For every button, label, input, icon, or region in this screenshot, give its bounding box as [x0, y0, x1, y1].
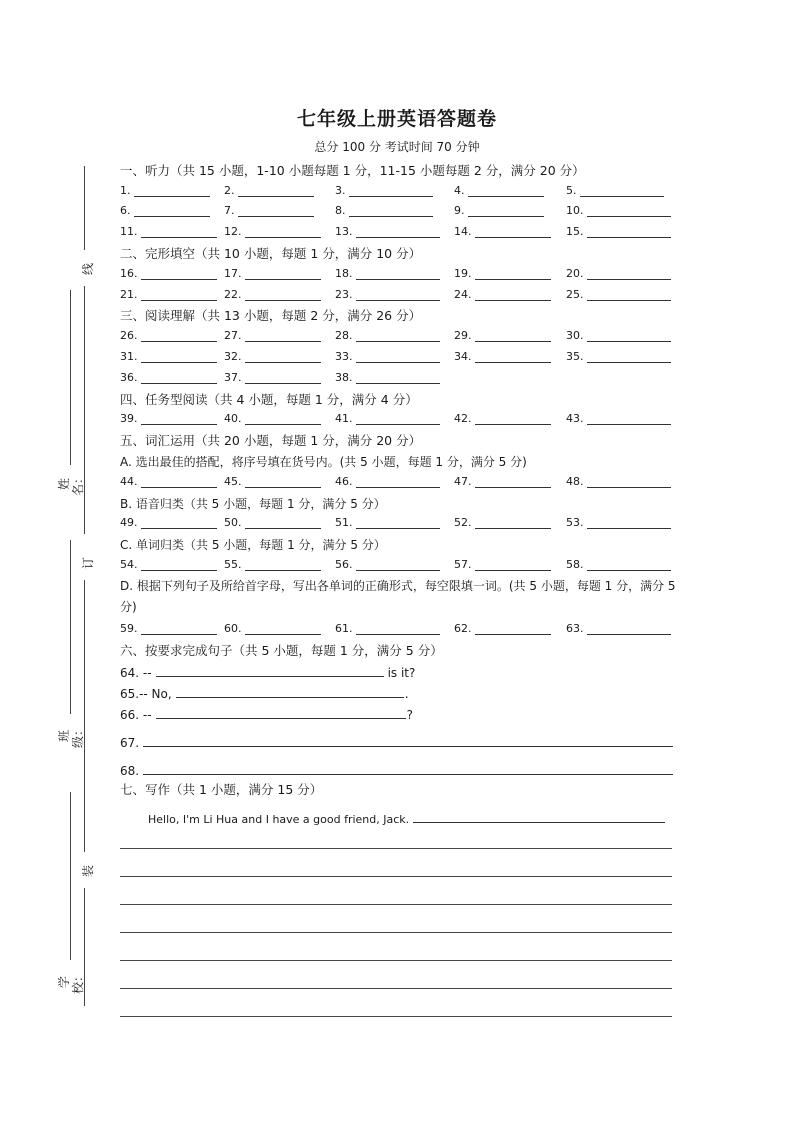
answer-blank[interactable]: [141, 361, 217, 363]
answer-item: [335, 350, 440, 363]
answer-blank[interactable]: [238, 215, 314, 217]
answer-item: [120, 329, 217, 342]
answer-blank[interactable]: [238, 195, 314, 197]
question-number: 14.: [454, 225, 472, 239]
sentence-64: [120, 659, 680, 680]
question-number: 54.: [120, 557, 138, 571]
q66-blank[interactable]: [156, 717, 406, 719]
question-number: 33.: [335, 349, 353, 363]
answer-blank[interactable]: [245, 382, 321, 384]
question-number: 21.: [120, 287, 138, 301]
question-number: 42.: [454, 412, 472, 426]
answer-blank[interactable]: [356, 340, 440, 342]
answer-row: [120, 512, 680, 533]
writing-line[interactable]: [120, 1016, 672, 1017]
answer-blank[interactable]: [356, 382, 440, 384]
question-number: 25.: [566, 287, 584, 301]
q64-suffix: is it?: [387, 665, 416, 680]
answer-item: [224, 329, 321, 342]
q65-suffix: .: [404, 686, 409, 701]
answer-blank[interactable]: [356, 633, 440, 635]
name-label: 姓名：: [57, 472, 85, 497]
question-number: 30.: [566, 329, 584, 343]
answer-item: [335, 204, 433, 217]
question-number: 55.: [224, 557, 242, 571]
answer-item: [120, 288, 217, 301]
answer-blank[interactable]: [475, 236, 551, 238]
answer-blank[interactable]: [356, 423, 440, 425]
answer-blank[interactable]: [475, 423, 551, 425]
question-number: 40.: [224, 412, 242, 426]
answer-item: [566, 204, 671, 217]
answer-row: [120, 283, 680, 304]
question-number: 59.: [120, 622, 138, 636]
writing-line[interactable]: [120, 848, 672, 849]
answer-item: [224, 475, 321, 488]
writing-line[interactable]: [120, 988, 672, 989]
answer-blank[interactable]: [245, 299, 321, 301]
section-heading-sentences: 六、按要求完成句子（共 5 小题，每题 1 分，满分 5 分）: [120, 643, 443, 659]
question-number: 32.: [224, 349, 242, 363]
q66-prefix: 66. --: [120, 707, 152, 722]
question-number: 1.: [120, 183, 131, 197]
answer-row: [120, 345, 680, 366]
question-number: 58.: [566, 557, 584, 571]
question-number: 37.: [224, 370, 242, 384]
writing-prompt: Hello, I'm Li Hua and I have a good friend, Jack.: [148, 813, 410, 827]
question-number: 5.: [566, 183, 577, 197]
answer-item: [120, 516, 217, 529]
answer-blank[interactable]: [587, 633, 671, 635]
question-number: 2.: [224, 183, 235, 197]
question-number: 7.: [224, 204, 235, 218]
question-number: 8.: [335, 204, 346, 218]
question-number: 50.: [224, 516, 242, 530]
answer-item: [454, 516, 551, 529]
question-number: 52.: [454, 516, 472, 530]
question-number: 44.: [120, 474, 138, 488]
question-number: 9.: [454, 204, 465, 218]
answer-item: [454, 329, 551, 342]
answer-blank[interactable]: [349, 215, 433, 217]
answer-blank[interactable]: [475, 569, 551, 571]
answer-row: [120, 220, 680, 241]
answer-item: [454, 204, 544, 217]
writing-line[interactable]: [120, 876, 672, 877]
answer-item: [335, 288, 440, 301]
answer-item: [454, 350, 551, 363]
answer-blank[interactable]: [587, 361, 671, 363]
answer-row: [120, 618, 680, 639]
question-number: 39.: [120, 412, 138, 426]
answer-item: [120, 475, 217, 488]
answer-row: [120, 262, 680, 283]
q67-label: 67.: [120, 735, 140, 750]
answer-row: [120, 470, 680, 491]
q65-prefix: 65.-- No,: [120, 686, 172, 701]
answer-blank[interactable]: [356, 569, 440, 571]
answer-item: [566, 329, 671, 342]
answer-blank[interactable]: [475, 486, 551, 488]
q68-label: 68.: [120, 763, 140, 778]
answer-item: [335, 371, 440, 384]
answer-item: [566, 225, 671, 238]
answer-blank[interactable]: [468, 195, 544, 197]
class-blank[interactable]: [70, 540, 72, 714]
question-number: 15.: [566, 225, 584, 239]
answer-blank[interactable]: [141, 569, 217, 571]
answer-blank[interactable]: [475, 633, 551, 635]
answer-item: [566, 288, 671, 301]
answer-blank[interactable]: [356, 527, 440, 529]
q64-prefix: 64. --: [120, 665, 152, 680]
answer-item: [335, 184, 433, 197]
answer-item: [566, 184, 664, 197]
writing-line[interactable]: [120, 960, 672, 961]
question-number: 34.: [454, 349, 472, 363]
answer-blank[interactable]: [141, 278, 217, 280]
answer-item: [454, 475, 551, 488]
answer-blank[interactable]: [475, 527, 551, 529]
answer-item: [454, 412, 551, 425]
answer-blank[interactable]: [245, 633, 321, 635]
answer-blank[interactable]: [580, 195, 664, 197]
subsection-c: C. 单词归类（共 5 小题，每题 1 分，满分 5 分）: [120, 538, 386, 553]
question-number: 45.: [224, 474, 242, 488]
question-number: 20.: [566, 266, 584, 280]
answer-item: [120, 371, 217, 384]
answer-item: [454, 184, 544, 197]
answer-item: [335, 267, 440, 280]
answer-blank[interactable]: [245, 278, 321, 280]
question-number: 47.: [454, 474, 472, 488]
answer-item: [224, 267, 321, 280]
answer-item: [224, 622, 321, 635]
subsection-d: D. 根据下列句子及所给首字母，写出各单词的正确形式，每空限填一词。(共 5 小题，每题 1 分，满分 5 分): [120, 578, 676, 614]
answer-item: [224, 288, 321, 301]
question-number: 36.: [120, 370, 138, 384]
answer-blank[interactable]: [141, 633, 217, 635]
exam-info: 总分 100 分 考试时间 70 分钟: [314, 140, 480, 154]
answer-item: [454, 622, 551, 635]
school-label: 学校：: [57, 970, 85, 995]
question-number: 43.: [566, 412, 584, 426]
answer-blank[interactable]: [141, 486, 217, 488]
answer-blank[interactable]: [587, 527, 671, 529]
answer-item: [335, 412, 440, 425]
answer-item: [566, 412, 671, 425]
question-number: 10.: [566, 204, 584, 218]
name-blank[interactable]: [70, 290, 72, 465]
answer-item: [120, 622, 217, 635]
section-heading-writing: 七、写作（共 1 小题，满分 15 分）: [120, 782, 323, 798]
answer-blank[interactable]: [587, 215, 671, 217]
q67-blank[interactable]: [143, 745, 673, 747]
answer-blank[interactable]: [141, 340, 217, 342]
answer-blank[interactable]: [356, 236, 440, 238]
answer-item: [566, 622, 671, 635]
answer-item: [566, 350, 671, 363]
writing-line[interactable]: [120, 904, 672, 905]
question-number: 38.: [335, 370, 353, 384]
answer-blank[interactable]: [134, 195, 210, 197]
answer-item: [335, 225, 440, 238]
answer-item: [335, 558, 440, 571]
q66-suffix: ?: [406, 707, 413, 722]
answer-row: [120, 366, 680, 387]
answer-blank[interactable]: [245, 569, 321, 571]
question-number: 41.: [335, 412, 353, 426]
question-number: 46.: [335, 474, 353, 488]
class-label: 班级：: [57, 724, 85, 749]
question-number: 18.: [335, 266, 353, 280]
answer-item: [454, 288, 551, 301]
question-number: 61.: [335, 622, 353, 636]
answer-blank[interactable]: [245, 236, 321, 238]
answer-blank[interactable]: [245, 340, 321, 342]
writing-prompt-row: [120, 798, 680, 826]
question-number: 27.: [224, 329, 242, 343]
answer-item: [335, 329, 440, 342]
question-number: 28.: [335, 329, 353, 343]
question-number: 26.: [120, 329, 138, 343]
answer-item: [335, 622, 440, 635]
answer-item: [454, 558, 551, 571]
answer-item: [224, 371, 321, 384]
answer-blank[interactable]: [245, 423, 321, 425]
question-number: 19.: [454, 266, 472, 280]
question-number: 53.: [566, 516, 584, 530]
section-heading-reading: 三、阅读理解（共 13 小题，每题 2 分，满分 26 分）: [120, 308, 422, 324]
question-number: 12.: [224, 225, 242, 239]
answer-row: [120, 553, 680, 574]
subsection-a: A. 选出最佳的搭配，将序号填在货号内。(共 5 小题，每题 1 分，满分 5 分): [120, 454, 527, 469]
q68-blank[interactable]: [143, 773, 673, 775]
answer-blank[interactable]: [475, 340, 551, 342]
answer-blank[interactable]: [468, 215, 544, 217]
margin-staple-label: 装: [81, 865, 95, 878]
answer-item: [120, 558, 217, 571]
question-number: 29.: [454, 329, 472, 343]
answer-blank[interactable]: [141, 423, 217, 425]
school-blank[interactable]: [70, 792, 72, 960]
answer-blank[interactable]: [141, 527, 217, 529]
answer-blank[interactable]: [587, 423, 671, 425]
answer-row: [120, 200, 680, 221]
margin-rule: [84, 580, 85, 852]
answer-item: [120, 204, 210, 217]
sentence-67: [120, 722, 680, 750]
sentence-66: [120, 701, 680, 722]
question-number: 63.: [566, 622, 584, 636]
answer-blank[interactable]: [245, 361, 321, 363]
writing-prompt-blank[interactable]: [413, 821, 665, 823]
answer-blank[interactable]: [587, 299, 671, 301]
answer-row: [120, 408, 680, 429]
answer-blank[interactable]: [245, 486, 321, 488]
answer-item: [224, 412, 321, 425]
question-number: 35.: [566, 349, 584, 363]
question-number: 13.: [335, 225, 353, 239]
answer-blank[interactable]: [587, 236, 671, 238]
question-number: 49.: [120, 516, 138, 530]
answer-item: [120, 350, 217, 363]
answer-blank[interactable]: [587, 486, 671, 488]
answer-blank[interactable]: [134, 215, 210, 217]
section-heading-listening: 一、听力（共 15 小题，1-10 小题每题 1 分，11-15 小题每题 2 分，满分 20 分）: [120, 162, 585, 178]
answer-blank[interactable]: [141, 236, 217, 238]
question-number: 22.: [224, 287, 242, 301]
answer-blank[interactable]: [141, 299, 217, 301]
question-number: 17.: [224, 266, 242, 280]
answer-blank[interactable]: [475, 361, 551, 363]
answer-item: [224, 558, 321, 571]
question-number: 60.: [224, 622, 242, 636]
section-heading-task-reading: 四、任务型阅读（共 4 小题，每题 1 分，满分 4 分）: [120, 391, 418, 407]
writing-line[interactable]: [120, 932, 672, 933]
q65-blank[interactable]: [176, 696, 404, 698]
answer-item: [120, 225, 217, 238]
answer-item: [120, 412, 217, 425]
answer-row: [120, 179, 680, 200]
answer-item: [454, 225, 551, 238]
answer-item: [335, 475, 440, 488]
answer-item: [224, 225, 321, 238]
margin-bind-label: 订: [81, 557, 95, 570]
page-title: 七年级上册英语答题卷: [296, 108, 497, 130]
margin-rule: [84, 166, 85, 250]
answer-item: [120, 184, 210, 197]
question-number: 11.: [120, 225, 138, 239]
subsection-b: B. 语音归类（共 5 小题，每题 1 分，满分 5 分）: [120, 496, 386, 511]
answer-blank[interactable]: [475, 278, 551, 280]
question-number: 4.: [454, 183, 465, 197]
answer-row: [120, 324, 680, 345]
question-number: 31.: [120, 349, 138, 363]
answer-item: [224, 350, 321, 363]
answer-blank[interactable]: [141, 382, 217, 384]
answer-item: [566, 516, 671, 529]
question-number: 48.: [566, 474, 584, 488]
answer-blank[interactable]: [356, 299, 440, 301]
question-number: 16.: [120, 266, 138, 280]
answer-blank[interactable]: [475, 299, 551, 301]
answer-item: [335, 516, 440, 529]
answer-item: [224, 204, 314, 217]
question-number: 3.: [335, 183, 346, 197]
question-number: 23.: [335, 287, 353, 301]
question-number: 51.: [335, 516, 353, 530]
answer-item: [224, 184, 314, 197]
answer-blank[interactable]: [245, 527, 321, 529]
answer-sheet: [120, 158, 680, 826]
q64-blank[interactable]: [156, 675, 384, 677]
sentence-68: [120, 750, 680, 778]
answer-blank[interactable]: [356, 486, 440, 488]
answer-blank[interactable]: [356, 361, 440, 363]
question-number: 56.: [335, 557, 353, 571]
answer-item: [224, 516, 321, 529]
answer-blank[interactable]: [587, 569, 671, 571]
answer-item: [120, 267, 217, 280]
answer-blank[interactable]: [349, 195, 433, 197]
sentence-65: [120, 680, 680, 701]
section-heading-cloze: 二、完形填空（共 10 小题，每题 1 分，满分 10 分）: [120, 245, 422, 261]
question-number: 6.: [120, 204, 131, 218]
answer-blank[interactable]: [587, 278, 671, 280]
question-number: 62.: [454, 622, 472, 636]
section-heading-vocabulary: 五、词汇运用（共 20 小题，每题 1 分，满分 20 分）: [120, 433, 422, 449]
margin-line-label: 线: [81, 263, 95, 276]
answer-item: [566, 267, 671, 280]
answer-blank[interactable]: [587, 340, 671, 342]
answer-item: [566, 558, 671, 571]
question-number: 57.: [454, 557, 472, 571]
answer-item: [566, 475, 671, 488]
answer-item: [454, 267, 551, 280]
answer-blank[interactable]: [356, 278, 440, 280]
question-number: 24.: [454, 287, 472, 301]
